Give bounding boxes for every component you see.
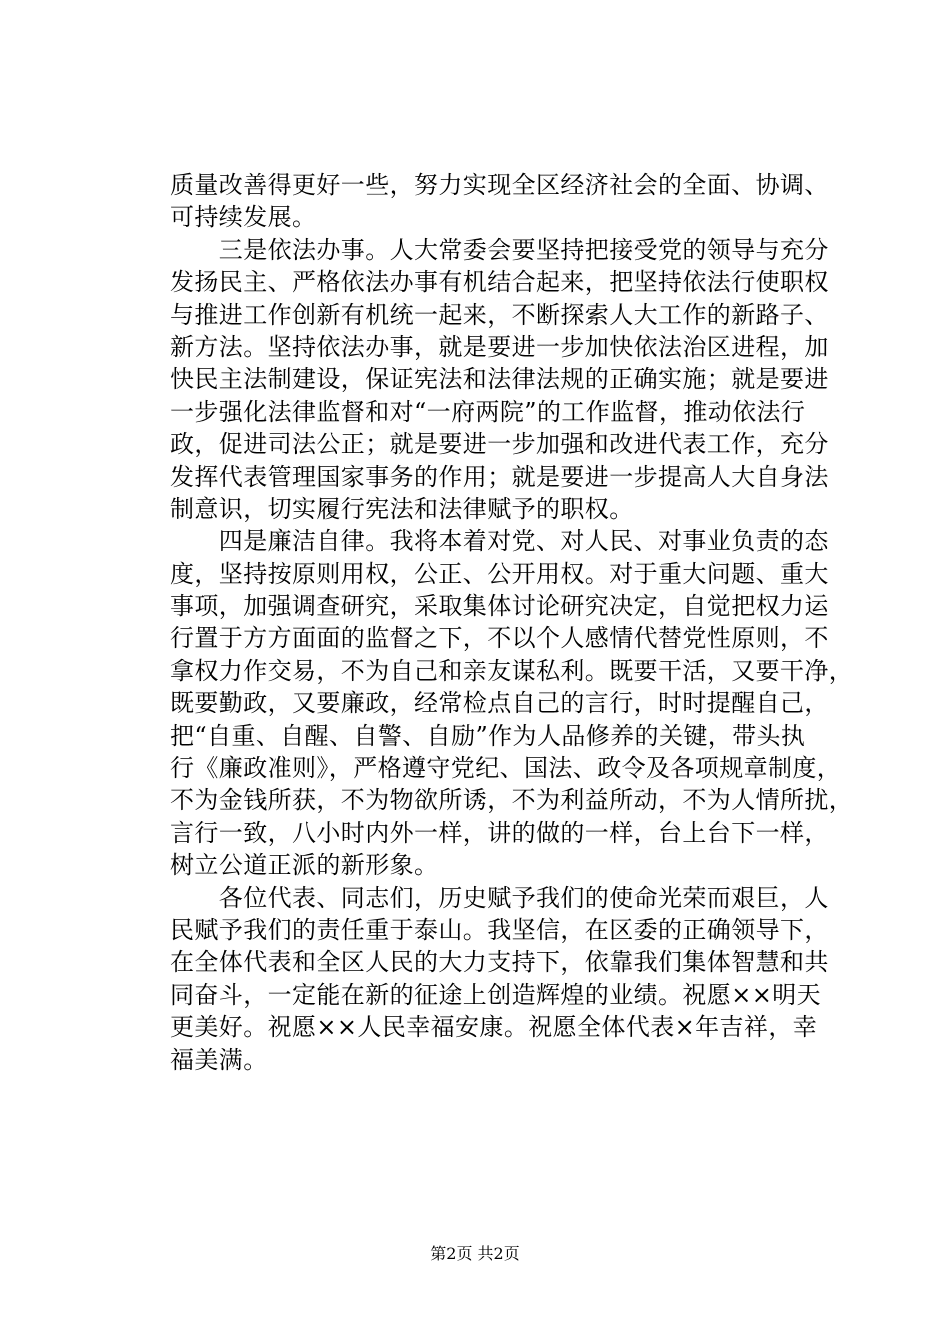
page-footer [0,1244,950,1264]
text-line: 树立公道正派的新形象。 [170,851,439,880]
text-line: 三是依法办事。人大常委会要坚持把接受党的领导与充分 [170,235,829,264]
text-line: 不为金钱所获，不为物欲所诱，不为利益所动，不为人情所扰， [170,786,854,815]
text-line: 民赋予我们的责任重于泰山。我坚信，在区委的正确领导下， [170,915,829,944]
text-line: 既要勤政，又要廉政，经常检点自己的言行，时时提醒自己， [170,689,829,718]
body-text [170,169,854,1076]
text-line: 质量改善得更好一些，努力实现全区经济社会的全面、协调、 [170,171,829,199]
text-line: 同奋斗，一定能在新的征途上创造辉煌的业绩。祝愿××明天 [170,980,822,1009]
text-line: 各位代表、同志们，历史赋予我们的使命光荣而艰巨，人 [170,883,829,912]
text-line: 与推进工作创新有机统一起来，不断探索人大工作的新路子、 [170,300,829,329]
text-line: 行《廉政准则》，严格遵守党纪、国法、政令及各项规章制度， [170,754,842,783]
text-line: 在全体代表和全区人民的大力支持下，依靠我们集体智慧和共 [170,948,829,977]
text-line: 发扬民主、严格依法办事有机结合起来，把坚持依法行使职权 [170,268,829,297]
text-line: 政，促进司法公正；就是要进一步加强和改进代表工作，充分 [170,430,829,459]
text-line: 制意识，切实履行宪法和法律赋予的职权。 [170,494,634,523]
text-line: 可持续发展。 [170,203,317,232]
text-line: 事项，加强调查研究，采取集体讨论研究决定，自觉把权力运 [170,592,829,621]
text-line: 一步强化法律监督和对“一府两院”的工作监督，推动依法行 [170,397,806,426]
page-number: 第2页 共2页 [430,1244,520,1263]
text-line: 拿权力作交易，不为自己和亲友谋私利。既要干活，又要干净， [170,656,854,685]
text-line: 四是廉洁自律。我将本着对党、对人民、对事业负责的态 [170,527,829,556]
text-line: 度，坚持按原则用权，公正、公开用权。对于重大问题、重大 [170,559,829,588]
text-line: 新方法。坚持依法办事，就是要进一步加快依法治区进程，加 [170,332,829,361]
text-line: 更美好。祝愿××人民幸福安康。祝愿全体代表×年吉祥，幸 [170,1013,818,1042]
text-line: 发挥代表管理国家事务的作用；就是要进一步提高人大自身法 [170,462,829,491]
text-line: 言行一致，八小时内外一样，讲的做的一样，台上台下一样， [170,818,829,847]
text-line: 快民主法制建设，保证宪法和法律法规的正确实施；就是要进 [170,365,829,394]
text-line: 行置于方方面面的监督之下，不以个人感情代替党性原则，不 [170,624,829,653]
text-line: 福美满。 [170,1045,268,1074]
text-line: 把“自重、自醒、自警、自励”作为人品修养的关键，带头执 [170,721,806,750]
